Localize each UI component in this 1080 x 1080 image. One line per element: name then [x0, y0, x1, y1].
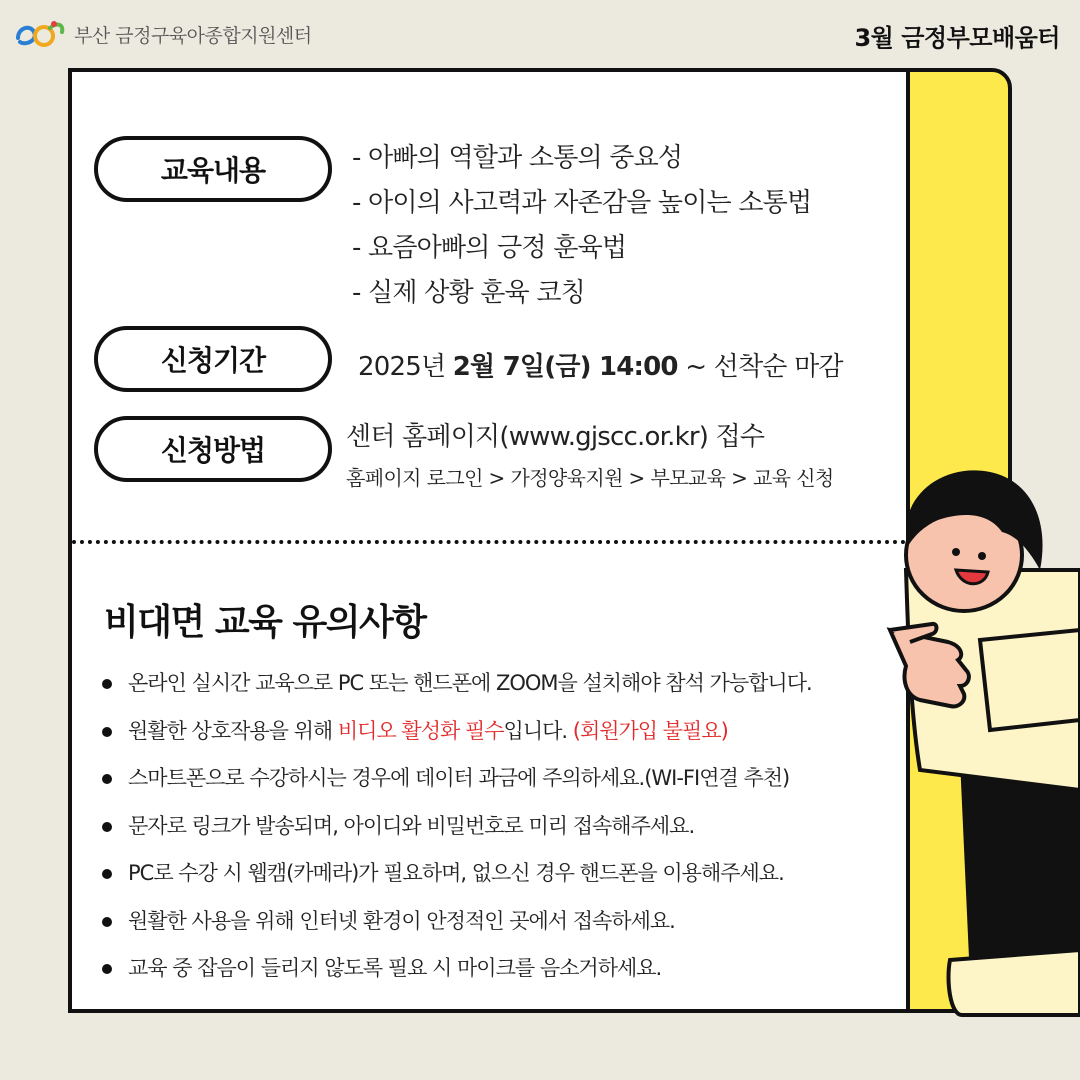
education-item: - 요즘아빠의 긍정 훈육법 — [352, 233, 627, 263]
notice-item-text: 교육 중 잡음이 들리지 않도록 필요 시 마이크를 음소거하세요. — [128, 956, 662, 980]
bullet-icon — [102, 727, 112, 737]
application-method-path: 홈페이지 로그인 > 가정양육지원 > 부모교육 > 교육 신청 — [346, 466, 834, 490]
notice-item — [100, 660, 812, 708]
notice-item — [100, 898, 812, 946]
notice-title: 비대면 교육 유의사항 — [104, 602, 426, 643]
info-card — [68, 68, 1012, 1013]
program-title: 3월 금정부모배움터 — [854, 24, 1060, 52]
notice-item — [100, 708, 812, 756]
notice-item-text: PC로 수강 시 웹캠(카메라)가 필요하며, 없으신 경우 핸드폰을 이용해주세요. — [128, 861, 784, 885]
bullet-icon — [102, 869, 112, 879]
education-item: - 아빠의 역할과 소통의 중요성 — [352, 143, 683, 173]
education-item: - 실제 상황 훈육 코칭 — [352, 278, 585, 308]
no-signup-note: (회원가입 불필요) — [572, 718, 728, 743]
education-item: - 아이의 사고력과 자존감을 높이는 소통법 — [352, 188, 812, 218]
period-suffix: ~ 선착순 마감 — [685, 352, 843, 382]
info-panel — [72, 72, 910, 1009]
header-logo — [14, 18, 312, 50]
bullet-icon — [102, 774, 112, 784]
bullet-icon — [102, 822, 112, 832]
notice-item — [100, 850, 812, 898]
bullet-icon — [102, 964, 112, 974]
notice-item — [100, 945, 812, 993]
bullet-icon — [102, 679, 112, 689]
org-name: 부산 금정구육아종합지원센터 — [74, 24, 312, 47]
application-period-label: 신청기간 — [94, 326, 332, 392]
notice-item — [100, 803, 812, 851]
education-content-label: 교육내용 — [94, 136, 332, 202]
notice-item-text: 입니다. — [503, 718, 573, 743]
busan-center-logo-icon — [14, 18, 66, 50]
application-period-text — [358, 346, 843, 383]
application-method-text: 센터 홈페이지(www.gjscc.or.kr) 접수 — [346, 422, 765, 452]
notice-item-text: 온라인 실시간 교육으로 PC 또는 핸드폰에 ZOOM을 설치해야 참석 가능합니다. — [128, 671, 812, 695]
notice-item-text: 원활한 상호작용을 위해 — [128, 718, 338, 743]
bullet-icon — [102, 917, 112, 927]
period-year: 2025년 — [358, 352, 446, 382]
notice-item-text: 원활한 사용을 위해 인터넷 환경이 안정적인 곳에서 접속하세요. — [128, 908, 675, 933]
education-content-list — [352, 136, 811, 316]
notice-item-text: 스마트폰으로 수강하시는 경우에 데이터 과금에 주의하세요.(WI-FI연결 추천) — [128, 766, 790, 790]
pointing-character-illustration — [880, 460, 1080, 1020]
video-required-highlight: 비디오 활성화 필수 — [337, 718, 504, 743]
notice-list — [100, 660, 812, 993]
period-date: 2월 7일(금) 14:00 — [452, 352, 678, 382]
notice-item-text: 문자로 링크가 발송되며, 아이디와 비밀번호로 미리 접속해주세요. — [128, 813, 695, 838]
application-method-label: 신청방법 — [94, 416, 332, 482]
dotted-divider — [72, 540, 906, 544]
notice-item — [100, 755, 812, 803]
